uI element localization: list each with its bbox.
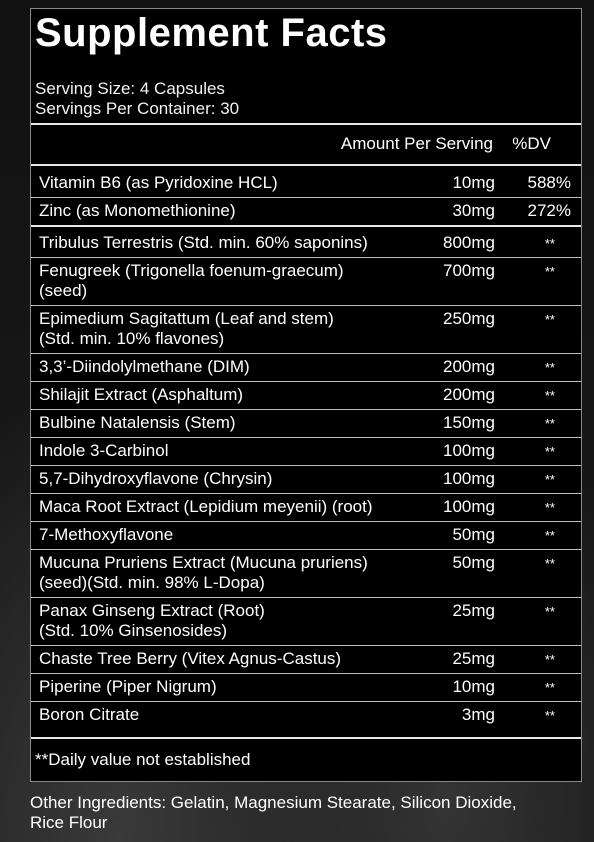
row-divider bbox=[31, 493, 581, 494]
ingredient-amount: 100mg bbox=[443, 469, 495, 488]
ingredient-dv: ** bbox=[544, 528, 555, 543]
ingredient-name: Tribulus Terrestris (Std. min. 60% saponins) bbox=[39, 233, 368, 252]
row-divider bbox=[31, 549, 581, 550]
ingredient-amount: 50mg bbox=[452, 553, 495, 572]
ingredient-dv: ** bbox=[544, 500, 555, 515]
divider bbox=[31, 225, 581, 227]
other-ingredients: Other Ingredients: Gelatin, Magnesium Stearate, Silicon Dioxide, Rice Flour bbox=[30, 793, 517, 832]
row-divider bbox=[31, 645, 581, 646]
ingredient-dv: ** bbox=[544, 708, 555, 723]
ingredient-dv: ** bbox=[544, 556, 555, 571]
ingredient-name: Epimedium Sagitattum (Leaf and stem) (Std. min. 10% flavones) bbox=[39, 309, 334, 348]
row-divider bbox=[31, 257, 581, 258]
ingredient-dv: 588% bbox=[527, 173, 571, 192]
row-divider bbox=[31, 305, 581, 306]
ingredient-name: 5,7-Dihydroxyflavone (Chrysin) bbox=[39, 469, 273, 488]
ingredient-amount: 100mg bbox=[443, 441, 495, 460]
ingredient-name: Chaste Tree Berry (Vitex Agnus-Castus) bbox=[39, 649, 342, 668]
ingredient-name: Zinc (as Monomethionine) bbox=[39, 201, 236, 220]
ingredient-name: 7-Methoxyflavone bbox=[39, 525, 174, 544]
row-divider bbox=[31, 521, 581, 522]
ingredient-name: Boron Citrate bbox=[39, 705, 140, 724]
ingredient-amount: 10mg bbox=[452, 173, 495, 192]
ingredient-amount: 30mg bbox=[452, 201, 495, 220]
ingredient-name: Mucuna Pruriens Extract (Mucuna pruriens) (seed)(Std. min. 98% L-Dopa) bbox=[39, 553, 368, 592]
panel-title: Supplement Facts bbox=[35, 11, 388, 55]
ingredient-dv: ** bbox=[544, 312, 555, 327]
ingredient-dv: ** bbox=[544, 472, 555, 487]
row-divider bbox=[31, 197, 581, 198]
ingredient-amount: 150mg bbox=[443, 413, 495, 432]
ingredient-name: 3,3’-Diindolylmethane (DIM) bbox=[39, 357, 250, 376]
row-divider bbox=[31, 409, 581, 410]
ingredient-dv: ** bbox=[544, 416, 555, 431]
supplement-facts-panel bbox=[30, 8, 582, 782]
dv-header: %DV bbox=[512, 134, 551, 153]
row-divider bbox=[31, 673, 581, 674]
ingredient-name: Maca Root Extract (Lepidium meyenii) (root) bbox=[39, 497, 373, 516]
ingredient-dv: 272% bbox=[527, 201, 571, 220]
ingredient-amount: 25mg bbox=[452, 601, 495, 620]
row-divider bbox=[31, 597, 581, 598]
row-divider bbox=[31, 437, 581, 438]
ingredient-dv: ** bbox=[544, 360, 555, 375]
ingredient-amount: 800mg bbox=[443, 233, 495, 252]
ingredient-name: Fenugreek (Trigonella foenum-graecum) (seed) bbox=[39, 261, 344, 300]
row-divider bbox=[31, 465, 581, 466]
row-divider bbox=[31, 381, 581, 382]
ingredient-amount: 10mg bbox=[452, 677, 495, 696]
ingredient-name: Vitamin B6 (as Pyridoxine HCL) bbox=[39, 173, 278, 192]
row-divider bbox=[31, 353, 581, 354]
ingredient-amount: 3mg bbox=[461, 705, 495, 724]
servings-per-container: Servings Per Container: 30 bbox=[35, 99, 240, 118]
serving-size: Serving Size: 4 Capsules bbox=[35, 79, 225, 98]
divider bbox=[31, 737, 581, 739]
ingredient-dv: ** bbox=[544, 236, 555, 251]
row-divider bbox=[31, 701, 581, 702]
ingredient-amount: 200mg bbox=[443, 357, 495, 376]
ingredient-dv: ** bbox=[544, 652, 555, 667]
ingredient-amount: 25mg bbox=[452, 649, 495, 668]
ingredient-amount: 700mg bbox=[443, 261, 495, 280]
ingredient-amount: 50mg bbox=[452, 525, 495, 544]
ingredient-amount: 100mg bbox=[443, 497, 495, 516]
footnote: **Daily value not established bbox=[35, 750, 251, 769]
divider bbox=[31, 164, 581, 166]
ingredient-dv: ** bbox=[544, 604, 555, 619]
ingredient-name: Piperine (Piper Nigrum) bbox=[39, 677, 217, 696]
ingredient-name: Shilajit Extract (Asphaltum) bbox=[39, 385, 244, 404]
ingredient-dv: ** bbox=[544, 680, 555, 695]
ingredient-dv: ** bbox=[544, 388, 555, 403]
divider bbox=[31, 123, 581, 125]
ingredient-amount: 200mg bbox=[443, 385, 495, 404]
ingredient-name: Indole 3-Carbinol bbox=[39, 441, 169, 460]
ingredient-name: Bulbine Natalensis (Stem) bbox=[39, 413, 236, 432]
ingredient-name: Panax Ginseng Extract (Root) (Std. 10% Ginsenosides) bbox=[39, 601, 265, 640]
amount-header: Amount Per Serving bbox=[340, 134, 493, 153]
ingredient-dv: ** bbox=[544, 264, 555, 279]
ingredient-dv: ** bbox=[544, 444, 555, 459]
ingredient-amount: 250mg bbox=[443, 309, 495, 328]
